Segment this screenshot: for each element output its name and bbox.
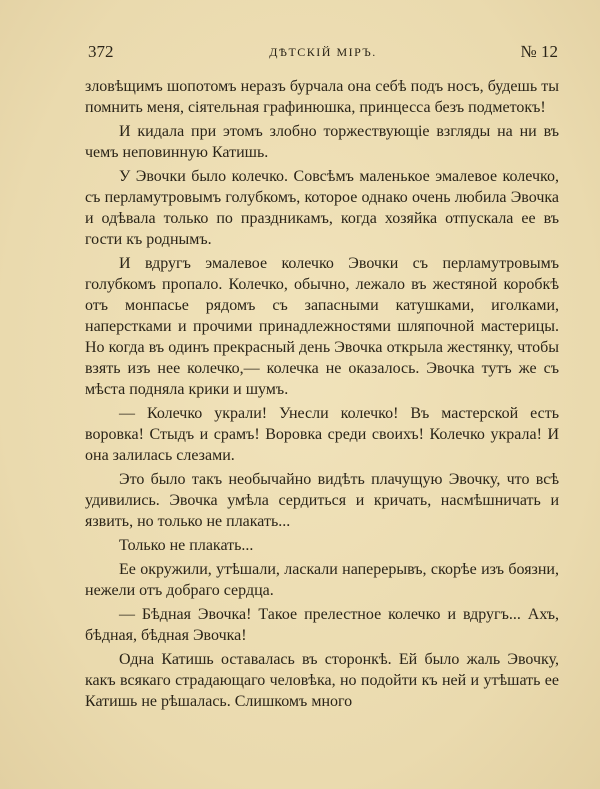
issue-number: № 12: [520, 42, 558, 61]
paragraph: Это было такъ необычайно видѣть плачущую Эвочку, что всѣ удивились. Эвочка умѣла сердиться и кричать, насмѣшничать и язвить, но только не плакать...: [85, 471, 559, 530]
paragraph: И кидала при этомъ злобно торжествующіе взгляды на ни въ чемъ неповинную Катишь.: [85, 123, 559, 161]
page-number: 372: [88, 42, 114, 61]
running-header: [88, 42, 558, 64]
paragraph: — Бѣдная Эвочка! Такое прелестное колечко и вдругъ... Ахъ, бѣдная, бѣдная Эвочка!: [85, 606, 559, 644]
paragraph: Ее окружили, утѣшали, ласкали наперерывъ, скорѣе изъ боязни, нежели отъ добраго сердца.: [85, 561, 559, 599]
paragraph: Одна Катишь оставалась въ сторонкѣ. Ей было жаль Эвочку, какъ всякаго страдающаго человѣка, но подойти къ ней и утѣшать ее Катишь не рѣшалась. Слишкомъ много: [85, 651, 559, 710]
paragraph: У Эвочки было колечко. Совсѣмъ маленькое эмалевое колечко, съ перламутровымъ голубкомъ, которое однако очень любила Эвочка и одѣвала только по праздникамъ, когда хозяйка отпускала ее въ гости къ роднымъ.: [85, 168, 559, 248]
paragraph: — Колечко украли! Унесли колечко! Въ мастерской есть воровка! Стыдъ и срамъ! Воровка среди своихъ! Колечко украла! И она залилась слезами.: [85, 405, 559, 464]
journal-title: ДѢТСКІЙ МІРЪ.: [269, 45, 377, 59]
body-text: [85, 76, 559, 712]
paragraph: зловѣщимъ шопотомъ неразъ бурчала она себѣ подъ носъ, будешь ты помнить меня, сіятельная графинюшка, принцесса безъ подметокъ!: [85, 78, 559, 116]
paragraph: Только не плакать...: [119, 537, 254, 554]
paragraph: И вдругъ эмалевое колечко Эвочки съ перламутровымъ голубкомъ пропало. Колечко, обычно, лежало въ жестяной коробкѣ отъ монпасье рядомъ съ запасными катушками, иголками, наперстками и прочими принадлежностями шляпочной мастерицы. Но когда въ одинъ прекрасный день Эвочка открыла жестянку, чтобы взять изъ нее колечко,— колечка не оказалось. Эвочка тутъ же съ мѣста подняла крики и шумъ.: [85, 255, 559, 398]
